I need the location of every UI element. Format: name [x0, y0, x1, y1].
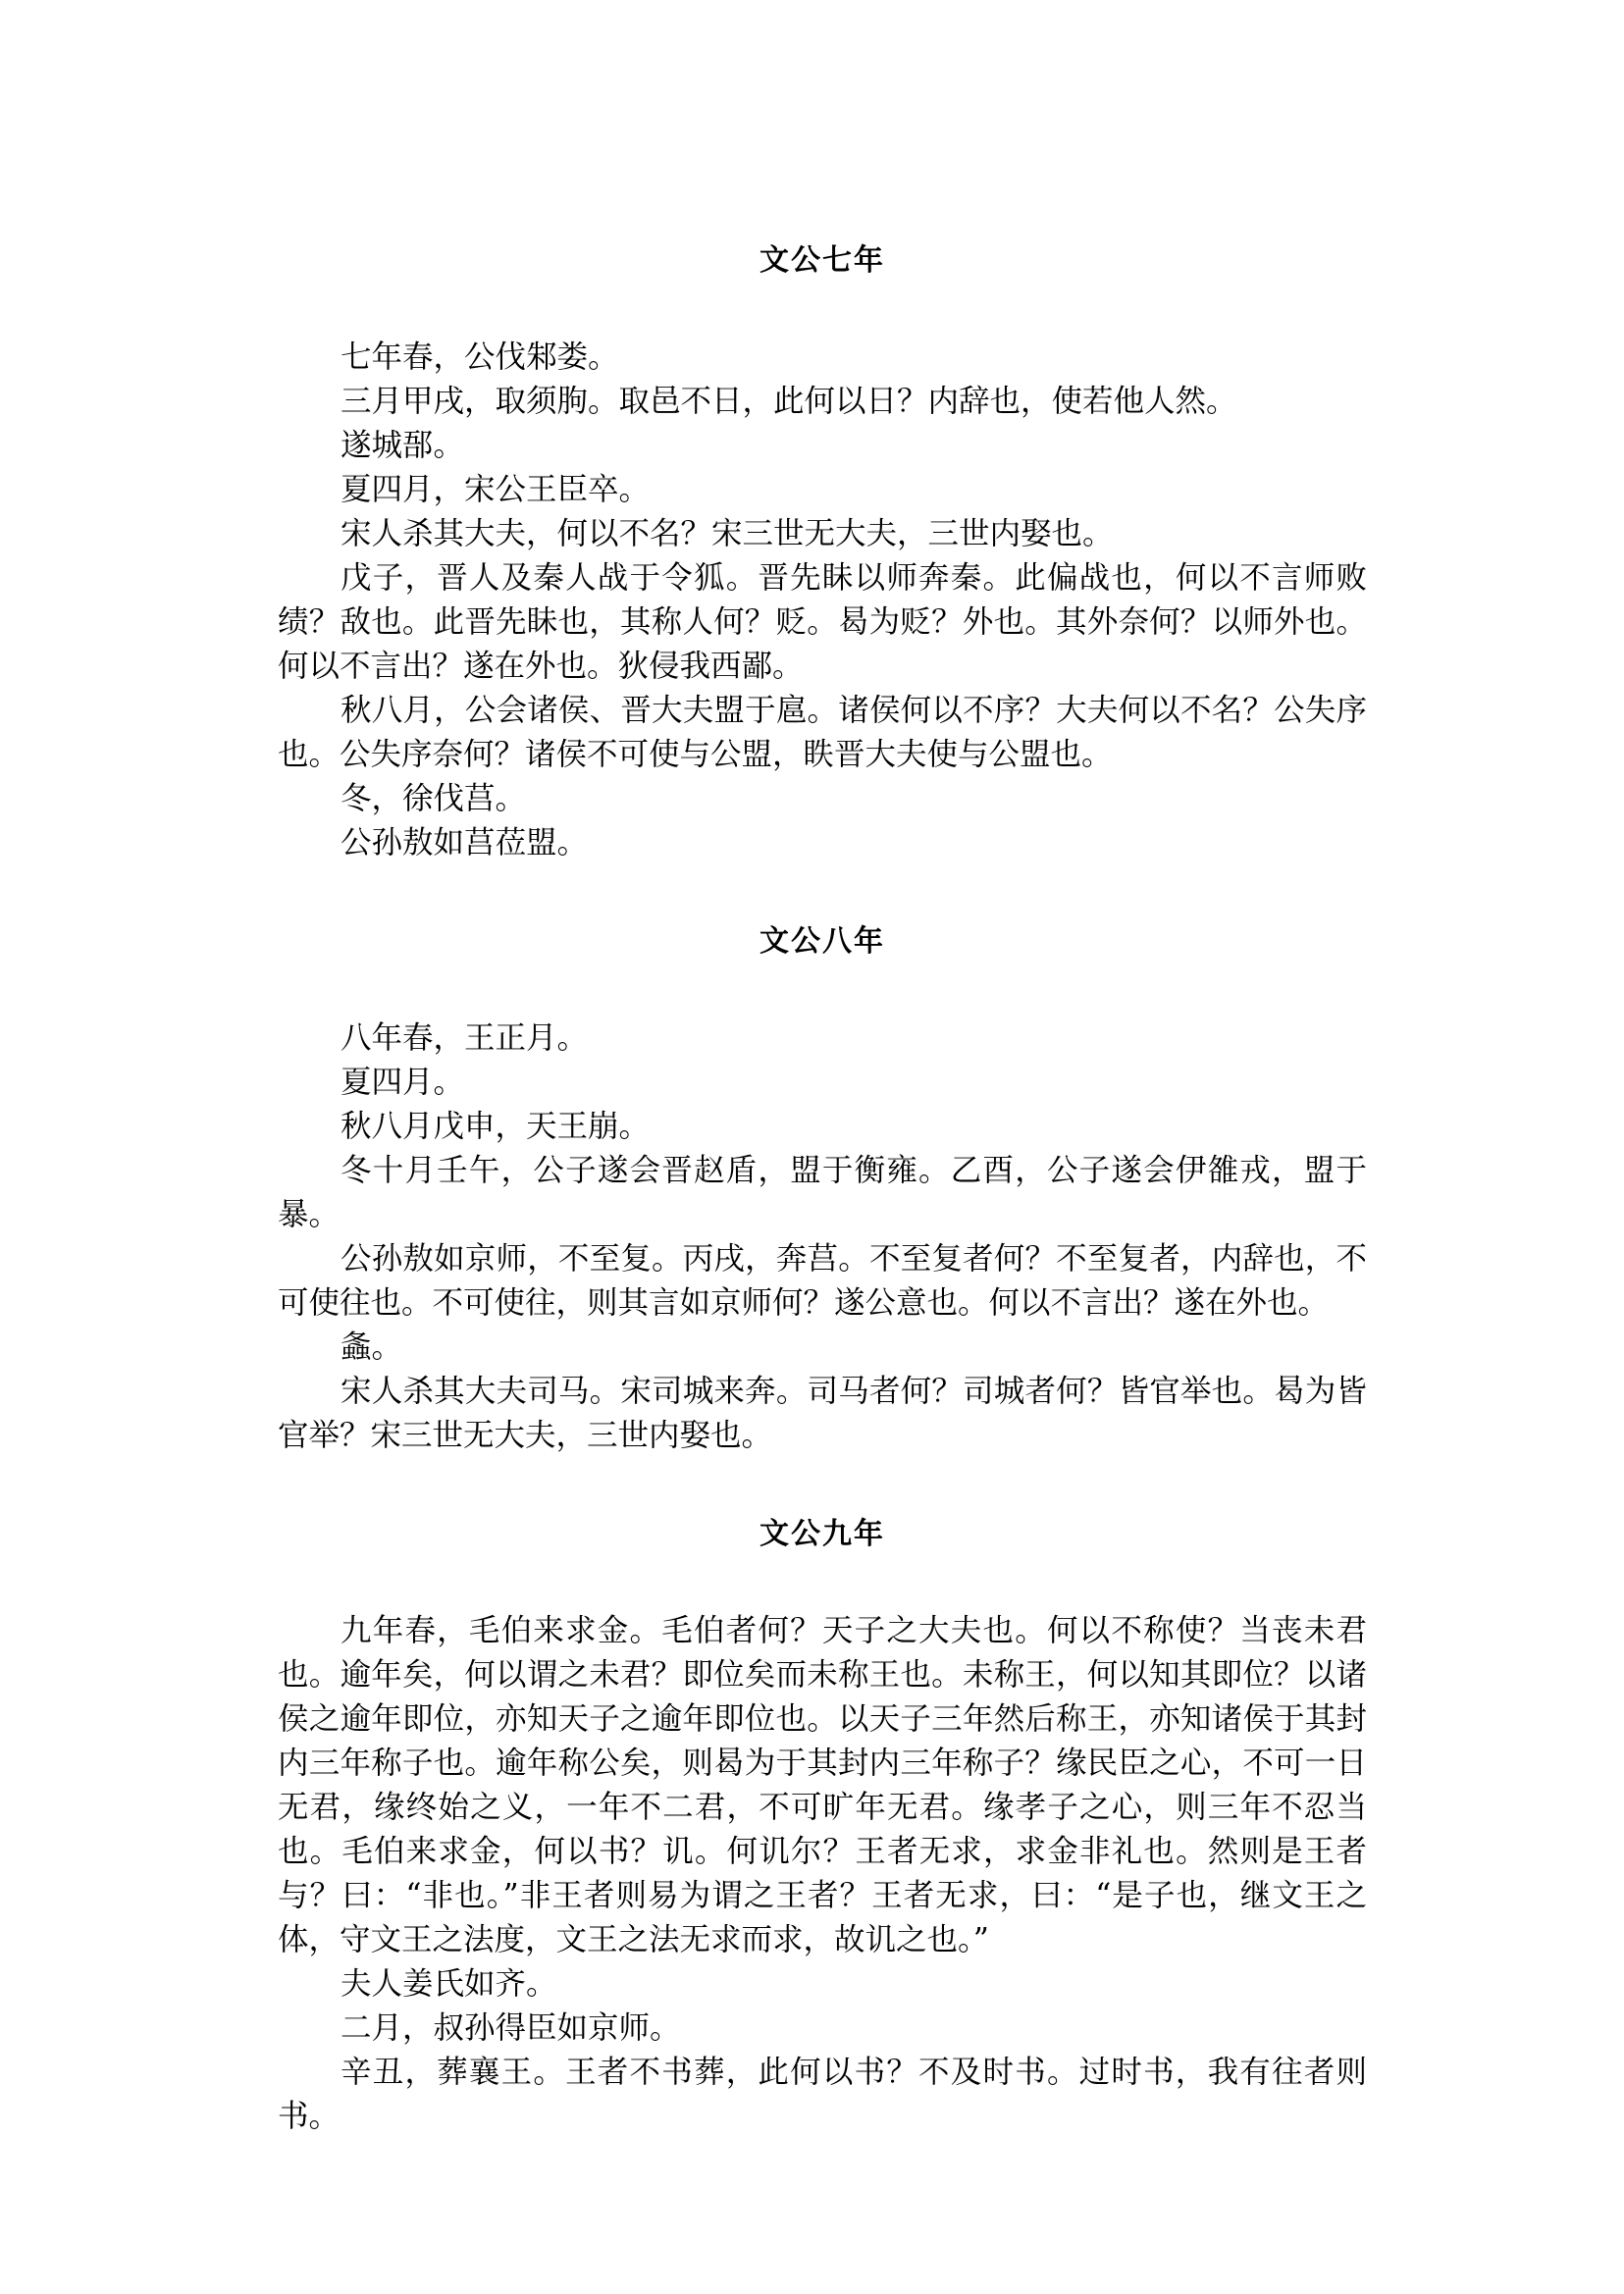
paragraph: 秋八月戊申，天王崩。 [341, 1109, 651, 1144]
paragraph: 螽。 [341, 1329, 403, 1365]
paragraph: 冬十月壬午，公子遂会晋赵盾，盟于衡雍。乙酉，公子遂会伊雒戎，盟于暴。 [278, 1153, 1367, 1232]
paragraph: 辛丑，葬襄王。王者不书葬，此何以书？不及时书。过时书，我有往者则书。 [278, 2055, 1367, 2134]
paragraph: 遂城郚。 [341, 428, 465, 463]
section-title: 文公九年 [760, 1517, 885, 1551]
paragraph: 公孙敖如莒莅盟。 [341, 825, 589, 860]
paragraph: 戊子，晋人及秦人战于令狐。晋先眛以师奔秦。此偏战也，何以不言师败绩？敌也。此晋先眛也，其称人何？贬。曷为贬？外也。其外奈何？以师外也。何以不言出？遂在外也。狄侵我西鄙。 [278, 560, 1367, 684]
paragraph: 秋八月，公会诸侯、晋大夫盟于扈。诸侯何以不序？大夫何以不名？公失序也。公失序奈何？诸侯不可使与公盟，眣晋大夫使与公盟也。 [278, 693, 1367, 772]
paragraph: 冬，徐伐莒。 [341, 781, 527, 816]
section-wengong-8 [278, 922, 1367, 1458]
document-body [278, 241, 1367, 2139]
paragraph: 二月，叔孙得臣如京师。 [341, 2010, 681, 2046]
section-title: 文公七年 [760, 243, 885, 278]
paragraph: 公孙敖如京师，不至复。丙戌，奔莒。不至复者何？不至复者，内辞也，不可使往也。不可使往，则其言如京师何？遂公意也。何以不言出？遂在外也。 [278, 1241, 1367, 1321]
paragraph: 夏四月，宋公王臣卒。 [341, 472, 651, 507]
paragraph: 夫人姜氏如齐。 [341, 1966, 557, 2002]
paragraph: 九年春，毛伯来求金。毛伯者何？天子之大夫也。何以不称使？当丧未君也。逾年矣，何以谓之未君？即位矣而未称王也。未称王，何以知其即位？以诸侯之逾年即位，亦知天子之逾年即位也。以天子三年然后称王，亦知诸侯于其封内三年称子也。逾年称公矣，则曷为于其封内三年称子？缘民臣之心，不可一日无君，缘终始之义，一年不二君，不可旷年无君。缘孝子之心，则三年不忍当也。毛伯来求金，何以书？讥。何讥尔？王者无求，求金非礼也。然则是王者与？曰：“非也。”非王者则易为谓之王者？王者无求，曰：“是子也，继文王之体，守文王之法度，文王之法无求而求，故讥之也。” [278, 1613, 1367, 1957]
section-wengong-9 [278, 1515, 1367, 2139]
paragraph: 宋人杀其大夫司马。宋司城来奔。司马者何？司城者何？皆官举也。曷为皆官举？宋三世无大夫，三世内娶也。 [278, 1374, 1367, 1453]
paragraph: 八年春，王正月。 [341, 1020, 589, 1056]
paragraph: 三月甲戌，取须朐。取邑不日，此何以日？内辞也，使若他人然。 [341, 384, 1237, 419]
section-title: 文公八年 [760, 924, 885, 959]
paragraph: 宋人杀其大夫，何以不名？宋三世无大夫，三世内娶也。 [341, 516, 1114, 551]
paragraph: 夏四月。 [341, 1065, 465, 1100]
paragraph: 七年春，公伐邾娄。 [341, 339, 619, 375]
section-wengong-7 [278, 241, 1367, 865]
